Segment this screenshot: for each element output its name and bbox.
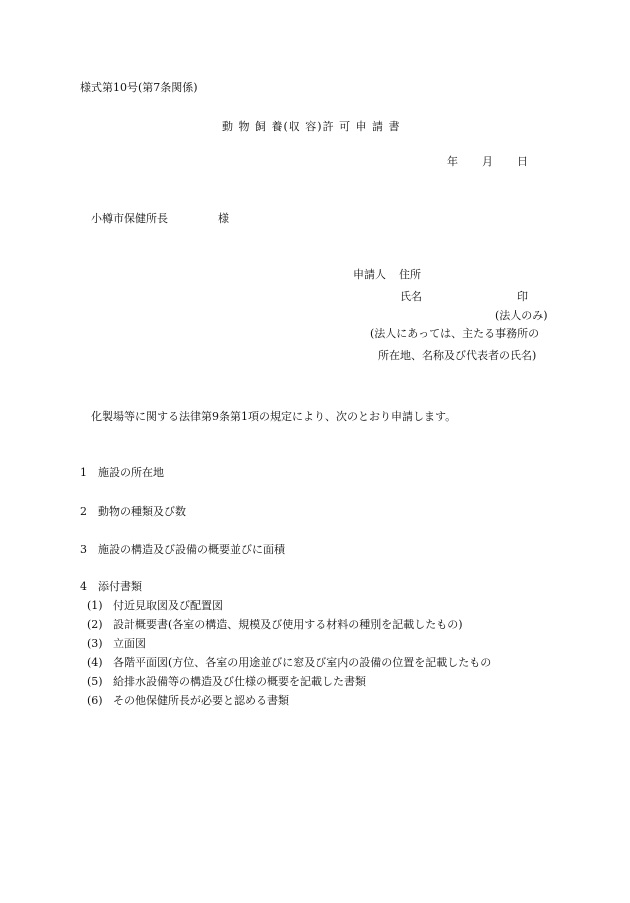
attachment-label: その他保健所長が必要と認める書類 xyxy=(113,694,289,707)
item-label: 施設の所在地 xyxy=(98,466,164,479)
seal-mark: 印 xyxy=(517,290,528,303)
item-label: 動物の種類及び数 xyxy=(98,505,186,518)
attachment-label: 設計概要書(各室の構造、規模及び使用する材料の種別を記載したもの) xyxy=(113,618,463,631)
item-label: 施設の構造及び設備の概要並びに面積 xyxy=(98,543,285,556)
attachment-label: 各階平面図(方位、各室の用途並びに窓及び室内の設備の位置を記載したもの xyxy=(113,656,492,669)
attachment-number: (1) xyxy=(87,599,103,612)
attachment-label: 給排水設備等の構造及び仕様の概要を記載した書類 xyxy=(113,675,366,688)
applicant-name-label: 氏名 xyxy=(400,290,422,303)
date-day: 日 xyxy=(517,155,528,168)
addressee-honorific: 様 xyxy=(218,212,229,225)
attachment-number: (6) xyxy=(87,694,103,707)
document-title: 動 物 飼 養(収 容)許 可 申 請 書 xyxy=(222,120,401,133)
item-number: 1 xyxy=(80,466,87,479)
applicant-address-label: 住所 xyxy=(399,268,421,281)
corporation-only-note: (法人のみ) xyxy=(495,309,548,322)
attachment-number: (2) xyxy=(87,618,103,631)
body-text: 化製場等に関する法律第9条第1項の規定により、次のとおり申請します。 xyxy=(91,410,457,423)
item-number: 4 xyxy=(80,580,87,593)
item-number: 3 xyxy=(80,543,87,556)
applicant-label: 申請人 xyxy=(353,268,386,281)
item-number: 2 xyxy=(80,505,87,518)
corporation-note-line2: 所在地、名称及び代表者の氏名) xyxy=(378,349,537,362)
attachment-label: 付近見取図及び配置図 xyxy=(113,599,223,612)
item-label: 添付書類 xyxy=(98,580,142,593)
attachment-number: (3) xyxy=(87,637,103,650)
date-year: 年 xyxy=(447,155,458,168)
corporation-note-line1: (法人にあっては、主たる事務所の xyxy=(370,327,540,340)
form-number: 様式第10号(第7条関係) xyxy=(80,81,198,94)
date-month: 月 xyxy=(482,155,493,168)
attachment-number: (5) xyxy=(87,675,103,688)
attachment-label: 立面図 xyxy=(113,637,146,650)
addressee-name: 小樽市保健所長 xyxy=(91,212,168,225)
attachment-number: (4) xyxy=(87,656,103,669)
